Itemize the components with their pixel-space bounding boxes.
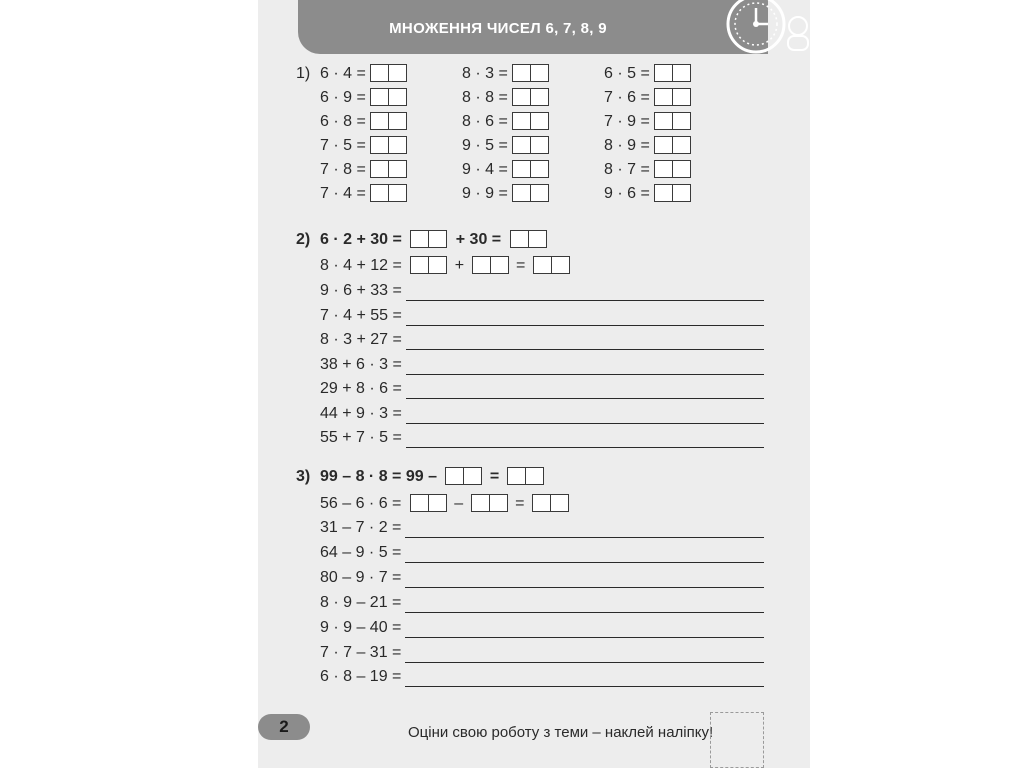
- answer-box[interactable]: [410, 494, 447, 512]
- answer-line[interactable]: [406, 378, 764, 399]
- answer-box[interactable]: [512, 88, 549, 106]
- expression: 8 · 3 =: [462, 65, 508, 82]
- page-number: 2: [258, 714, 310, 740]
- clock-icon: [724, 0, 814, 60]
- task-2-example-mid: + 30 =: [455, 231, 502, 248]
- expression: 9 · 6 =: [604, 185, 650, 202]
- multiplication-item: [604, 111, 691, 133]
- task-3-guided-left: 56 – 6 · 6 =: [320, 495, 402, 512]
- task-3-number: 3): [296, 468, 311, 485]
- expression: 38 + 6 · 3 =: [320, 355, 402, 373]
- expression-row: [320, 329, 764, 351]
- expression-row: [320, 592, 764, 614]
- answer-box[interactable]: [532, 494, 569, 512]
- answer-line[interactable]: [406, 354, 764, 375]
- answer-box[interactable]: [471, 494, 508, 512]
- expression: 8 · 8 =: [462, 89, 508, 106]
- answer-box[interactable]: [370, 64, 407, 82]
- multiplication-item: [462, 159, 549, 181]
- multiplication-item: [462, 135, 549, 157]
- expression: 8 · 9 – 21 =: [320, 593, 402, 611]
- expression: 9 · 9 =: [462, 185, 508, 202]
- answer-line[interactable]: [406, 403, 764, 424]
- task-3-example-left: 99 – 8 · 8 = 99 –: [320, 468, 437, 485]
- expression-row: [320, 666, 764, 688]
- expression-row: [320, 617, 764, 639]
- task-3-guided: [320, 493, 569, 515]
- answer-box[interactable]: [654, 64, 691, 82]
- answer-box[interactable]: [512, 112, 549, 130]
- expression: 6 · 5 =: [604, 65, 650, 82]
- multiplication-item: [320, 135, 407, 157]
- expression-row: [320, 305, 764, 327]
- multiplication-item: [320, 159, 407, 181]
- expression: 29 + 8 · 6 =: [320, 380, 402, 397]
- answer-line[interactable]: [405, 642, 764, 663]
- expression-row: [320, 517, 764, 539]
- expression: 6 · 8 – 19 =: [320, 668, 402, 686]
- sticker-placeholder[interactable]: [710, 712, 764, 768]
- multiplication-item: [604, 135, 691, 157]
- answer-line[interactable]: [405, 617, 764, 638]
- footer-instruction: Оціни свою роботу з теми – наклей наліпку!: [408, 724, 714, 741]
- equals-sign: =: [515, 495, 525, 512]
- answer-box[interactable]: [507, 467, 544, 485]
- answer-box[interactable]: [533, 256, 570, 274]
- expression-row: [320, 427, 764, 449]
- multiplication-item: [462, 183, 549, 205]
- task-2-number: 2): [296, 231, 311, 248]
- answer-box[interactable]: [512, 64, 549, 82]
- answer-line[interactable]: [406, 427, 764, 448]
- answer-box[interactable]: [654, 160, 691, 178]
- expression: 6 · 9 =: [320, 89, 366, 106]
- expression: 80 – 9 · 7 =: [320, 568, 402, 586]
- expression: 8 · 6 =: [462, 113, 508, 130]
- answer-box[interactable]: [445, 467, 482, 485]
- expression: 8 · 3 + 27 =: [320, 331, 402, 348]
- expression-row: [320, 542, 764, 564]
- expression-row: [320, 354, 764, 376]
- expression: 6 · 4 =: [320, 65, 366, 82]
- expression: 9 · 6 + 33 =: [320, 282, 402, 299]
- task-2-guided: [320, 255, 570, 277]
- expression: 6 · 8 =: [320, 113, 366, 130]
- answer-line[interactable]: [406, 329, 764, 350]
- answer-box[interactable]: [510, 230, 547, 248]
- plus-sign: +: [454, 257, 465, 274]
- expression: 9 · 5 =: [462, 137, 508, 154]
- expression: 7 · 9 =: [604, 113, 650, 130]
- answer-box[interactable]: [512, 184, 549, 202]
- task-3-example: [320, 466, 544, 488]
- multiplication-item: [320, 183, 407, 205]
- multiplication-item: [604, 63, 691, 85]
- expression: 44 + 9 · 3 =: [320, 404, 402, 422]
- expression: 7 · 7 – 31 =: [320, 643, 402, 661]
- expression: 7 · 8 =: [320, 161, 366, 178]
- expression: 55 + 7 · 5 =: [320, 429, 402, 446]
- answer-box[interactable]: [410, 230, 447, 248]
- multiplication-item: [462, 63, 549, 85]
- answer-line[interactable]: [405, 567, 764, 588]
- multiplication-item: [462, 87, 549, 109]
- expression: 8 · 9 =: [604, 137, 650, 154]
- expression: 8 · 7 =: [604, 161, 650, 178]
- equals-sign: =: [516, 257, 526, 274]
- expression: 64 – 9 · 5 =: [320, 543, 402, 561]
- expression: 9 · 4 =: [462, 161, 508, 178]
- multiplication-item: [320, 111, 407, 133]
- multiplication-item: [604, 159, 691, 181]
- answer-box[interactable]: [370, 160, 407, 178]
- multiplication-item: [604, 87, 691, 109]
- expression: 7 · 6 =: [604, 89, 650, 106]
- answer-line[interactable]: [405, 517, 764, 538]
- answer-box[interactable]: [370, 88, 407, 106]
- task-2-example: [320, 229, 547, 251]
- page-title: МНОЖЕННЯ ЧИСЕЛ 6, 7, 8, 9: [389, 20, 607, 37]
- multiplication-item: [462, 111, 549, 133]
- multiplication-item: [604, 183, 691, 205]
- answer-line[interactable]: [405, 542, 764, 563]
- expression-row: [320, 567, 764, 589]
- answer-box[interactable]: [410, 256, 447, 274]
- expression: 7 · 4 =: [320, 185, 366, 202]
- expression: 31 – 7 · 2 =: [320, 519, 402, 536]
- equals-sign: =: [489, 468, 500, 485]
- answer-box[interactable]: [370, 184, 407, 202]
- header-banner: [298, 0, 768, 54]
- expression: 9 · 9 – 40 =: [320, 618, 402, 636]
- answer-box[interactable]: [370, 112, 407, 130]
- expression: 7 · 5 =: [320, 137, 366, 154]
- expression-row: [320, 403, 764, 425]
- workbook-page: [258, 0, 810, 768]
- expression-row: [320, 280, 764, 302]
- task-2-guided-left: 8 · 4 + 12 =: [320, 257, 402, 274]
- multiplication-item: [320, 63, 407, 85]
- answer-box[interactable]: [654, 184, 691, 202]
- answer-box[interactable]: [472, 256, 509, 274]
- minus-sign: –: [454, 495, 464, 512]
- answer-box[interactable]: [370, 136, 407, 154]
- answer-line[interactable]: [406, 280, 764, 301]
- expression-row: [320, 642, 764, 664]
- answer-line[interactable]: [405, 666, 764, 687]
- expression: 7 · 4 + 55 =: [320, 306, 402, 324]
- answer-box[interactable]: [654, 136, 691, 154]
- answer-box[interactable]: [512, 160, 549, 178]
- answer-box[interactable]: [512, 136, 549, 154]
- multiplication-item: [320, 87, 407, 109]
- answer-box[interactable]: [654, 88, 691, 106]
- task-2-example-left: 6 · 2 + 30 =: [320, 231, 402, 248]
- answer-box[interactable]: [654, 112, 691, 130]
- expression-row: [320, 378, 764, 400]
- task-1-number: 1): [296, 65, 311, 82]
- answer-line[interactable]: [405, 592, 764, 613]
- answer-line[interactable]: [406, 305, 764, 326]
